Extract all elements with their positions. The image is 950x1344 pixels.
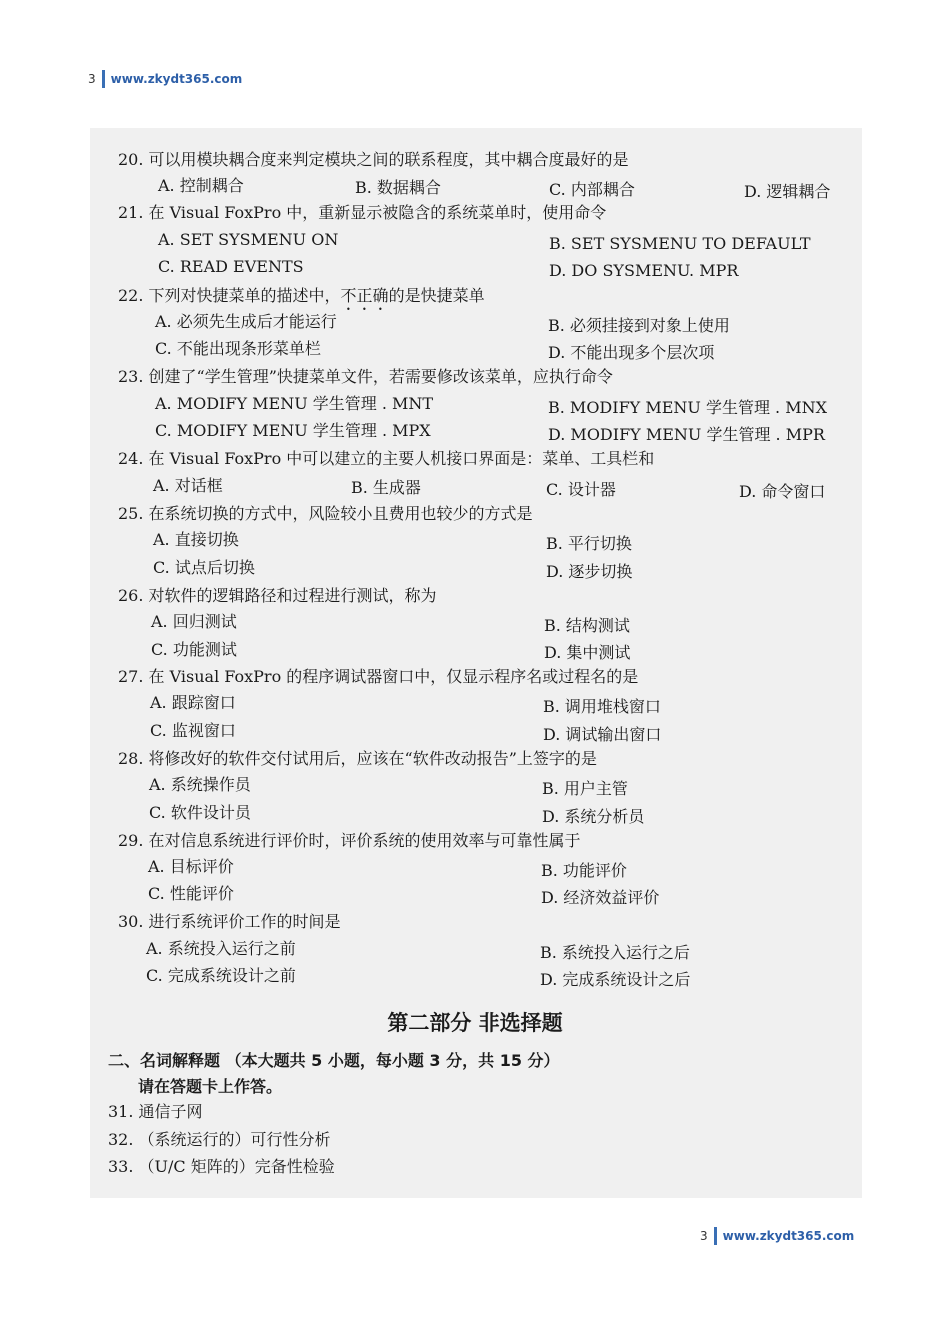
- header-divider: [102, 70, 105, 88]
- page-number: 3: [700, 1229, 708, 1243]
- part-title: 第二部分 非选择题: [387, 1011, 563, 1035]
- option: B. 数据耦合: [355, 178, 441, 197]
- option: A. SET SYSMENU ON: [158, 230, 339, 249]
- option: C. 软件设计员: [149, 803, 251, 822]
- option: C. 功能测试: [151, 640, 237, 659]
- option: C. MODIFY MENU 学生管理 . MPX: [155, 421, 431, 440]
- option: D. 调试输出窗口: [543, 725, 662, 744]
- term-item: 32. （系统运行的）可行性分析: [108, 1130, 331, 1149]
- section-heading: 二、名词解释题 （本大题共 5 小题，每小题 3 分，共 15 分）: [108, 1051, 560, 1070]
- stem-part: 的是快捷菜单: [388, 286, 485, 305]
- question-stem: 24. 在 Visual FoxPro 中可以建立的主要人机接口界面是：菜单、工具栏和: [118, 449, 655, 468]
- option: C. 性能评价: [148, 884, 234, 903]
- option: B. MODIFY MENU 学生管理 . MNX: [548, 398, 827, 417]
- option: B. 生成器: [351, 478, 421, 497]
- question-stem: 29. 在对信息系统进行评价时，评价系统的使用效率与可靠性属于: [118, 831, 581, 850]
- question-stem: 21. 在 Visual FoxPro 中，重新显示被隐含的系统菜单时，使用命令: [118, 203, 607, 222]
- question-stem: [118, 286, 485, 314]
- option: B. 结构测试: [544, 616, 630, 635]
- term-item: 31. 通信子网: [108, 1102, 203, 1121]
- question-stem: 23. 创建了“学生管理”快捷菜单文件，若需要修改该菜单，应执行命令: [118, 367, 613, 386]
- emphasized-text: 不正确: [340, 286, 389, 305]
- question-stem: 25. 在系统切换的方式中，风险较小且费用也较少的方式是: [118, 504, 533, 523]
- option: B. SET SYSMENU TO DEFAULT: [549, 234, 811, 253]
- option: B. 平行切换: [546, 534, 632, 553]
- option: C. 不能出现条形菜单栏: [155, 339, 321, 358]
- option: D. 经济效益评价: [541, 888, 660, 907]
- option: D. 逐步切换: [546, 562, 633, 581]
- site-url[interactable]: www.zkydt365.com: [110, 72, 243, 86]
- question-stem: 26. 对软件的逻辑路径和过程进行测试，称为: [118, 586, 437, 605]
- stem-part: 22. 下列对快捷菜单的描述中，: [118, 286, 341, 305]
- option: B. 调用堆栈窗口: [543, 697, 661, 716]
- question-stem: 28. 将修改好的软件交付试用后，应该在“软件改动报告”上签字的是: [118, 749, 597, 768]
- option: D. 系统分析员: [542, 807, 645, 826]
- option: A. 必须先生成后才能运行: [155, 312, 337, 331]
- question-stem: 30. 进行系统评价工作的时间是: [118, 912, 341, 931]
- option: C. READ EVENTS: [158, 257, 304, 276]
- option: A. 系统操作员: [149, 775, 251, 794]
- option: A. 跟踪窗口: [150, 693, 236, 712]
- section-note: 请在答题卡上作答。: [138, 1077, 283, 1096]
- term-item: 33. （U/C 矩阵的）完备性检验: [108, 1157, 335, 1176]
- option: C. 设计器: [546, 480, 616, 499]
- option: C. 内部耦合: [549, 180, 635, 199]
- option: D. 逻辑耦合: [744, 182, 831, 201]
- option: D. 不能出现多个层次项: [548, 343, 715, 362]
- question-stem: 20. 可以用模块耦合度来判定模块之间的联系程度，其中耦合度最好的是: [118, 150, 629, 169]
- site-url[interactable]: www.zkydt365.com: [722, 1229, 855, 1243]
- option: A. 控制耦合: [158, 176, 244, 195]
- option: A. MODIFY MENU 学生管理 . MNT: [155, 394, 434, 413]
- option: A. 目标评价: [148, 857, 234, 876]
- option: C. 试点后切换: [153, 558, 255, 577]
- option: C. 完成系统设计之前: [146, 966, 296, 985]
- option: C. 监视窗口: [150, 721, 236, 740]
- option: D. 集中测试: [544, 643, 631, 662]
- option: A. 系统投入运行之前: [146, 939, 296, 958]
- option: D. DO SYSMENU. MPR: [549, 261, 739, 280]
- option: A. 直接切换: [153, 530, 239, 549]
- footer-divider: [714, 1227, 717, 1245]
- option: D. 完成系统设计之后: [540, 970, 691, 989]
- option: B. 必须挂接到对象上使用: [548, 316, 730, 335]
- page-number: 3: [88, 72, 96, 86]
- option: D. MODIFY MENU 学生管理 . MPR: [548, 425, 825, 444]
- option: B. 功能评价: [541, 861, 627, 880]
- page-footer: [700, 1227, 854, 1245]
- option: D. 命令窗口: [739, 482, 826, 501]
- option: A. 对话框: [153, 476, 223, 495]
- option: A. 回归测试: [151, 612, 237, 631]
- option: B. 系统投入运行之后: [540, 943, 690, 962]
- question-stem: 27. 在 Visual FoxPro 的程序调试器窗口中，仅显示程序名或过程名的是: [118, 667, 639, 686]
- option: B. 用户主管: [542, 779, 628, 798]
- page-header: [88, 70, 242, 88]
